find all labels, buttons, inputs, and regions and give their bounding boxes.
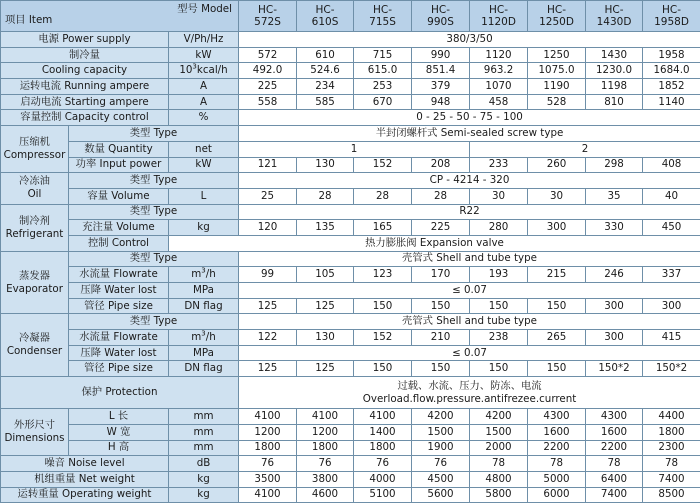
value-cell: 40 — [643, 188, 700, 204]
unit-cell: MPa — [169, 283, 239, 299]
row-label: 类型 Type — [69, 204, 239, 220]
value-cell: 150*2 — [586, 361, 643, 377]
table-row — [1, 141, 700, 157]
row-label: 容量 Volume — [69, 188, 169, 204]
value-cell: 35 — [586, 188, 643, 204]
value-cell: 1600 — [586, 424, 643, 440]
table-row — [1, 314, 700, 330]
unit-base: 10 — [179, 64, 192, 76]
value-cell: 408 — [643, 157, 700, 173]
value-cell: 130 — [297, 330, 354, 346]
value-span: 壳管式 Shell and tube type — [239, 314, 700, 330]
value-span: 过载、水流、压力、防冻、电流 Overload.flow.pressure.antifrezee.current — [239, 377, 700, 409]
value-cell: 7400 — [643, 471, 700, 487]
value-cell: 300 — [586, 330, 643, 346]
value-cell: 1198 — [586, 79, 643, 95]
value-cell: 76 — [297, 456, 354, 472]
value-cell: 225 — [412, 220, 470, 236]
value-cell: 2300 — [643, 440, 700, 456]
value-cell: 152 — [354, 157, 412, 173]
row-label: 压降 Water lost — [69, 283, 169, 299]
group-label: 外形尺寸 Dimensions — [1, 409, 69, 456]
value-cell: 150 — [412, 298, 470, 314]
unit-cell: kg — [169, 471, 239, 487]
value-cell: 76 — [354, 456, 412, 472]
table-row — [1, 157, 700, 173]
value-cell: 1600 — [528, 424, 586, 440]
value-cell: 1250 — [528, 47, 586, 63]
value-cell: 1500 — [412, 424, 470, 440]
row-label: 管径 Pipe size — [69, 298, 169, 314]
unit-cell: MPa — [169, 345, 239, 361]
value-cell: 233 — [470, 157, 528, 173]
value-cell: 208 — [412, 157, 470, 173]
table-row — [1, 204, 700, 220]
unit-cell — [169, 63, 239, 79]
table-row — [1, 424, 700, 440]
value-cell: 1140 — [643, 94, 700, 110]
value-cell: 76 — [412, 456, 470, 472]
value-cell: 28 — [412, 188, 470, 204]
value-cell: 1500 — [470, 424, 528, 440]
value-cell: 715 — [354, 47, 412, 63]
value-cell: 1120 — [470, 47, 528, 63]
group-label: 制冷剂 Refrigerant — [1, 204, 69, 251]
value-cell: 2200 — [528, 440, 586, 456]
unit-cell: % — [169, 110, 239, 126]
table-row — [1, 1, 700, 32]
value-cell: 1430 — [586, 47, 643, 63]
value-cell: 4100 — [239, 409, 297, 425]
group-label: 蒸发器 Evaporator — [1, 251, 69, 314]
value-cell: 234 — [297, 79, 354, 95]
row-label: 压降 Water lost — [69, 345, 169, 361]
unit-base: m — [191, 268, 201, 280]
value-cell: 558 — [239, 94, 297, 110]
table-row — [1, 456, 700, 472]
unit-cell: L — [169, 188, 239, 204]
value-cell: 1800 — [354, 440, 412, 456]
value-cell: 280 — [470, 220, 528, 236]
value-cell: 415 — [643, 330, 700, 346]
value-cell: 1852 — [643, 79, 700, 95]
value-cell: 76 — [239, 456, 297, 472]
value-cell: 1200 — [239, 424, 297, 440]
row-label: 充注量 Volume — [69, 220, 169, 236]
row-label: 数量 Quantity — [69, 141, 169, 157]
table-row — [1, 298, 700, 314]
value-span: 壳管式 Shell and tube type — [239, 251, 700, 267]
value-cell: 4100 — [297, 409, 354, 425]
unit-suffix: kcal/h — [197, 64, 228, 76]
value-cell: 610 — [297, 47, 354, 63]
value-cell: 170 — [412, 267, 470, 283]
row-label: H 高 — [69, 440, 169, 456]
value-cell: 125 — [239, 298, 297, 314]
value-cell: 1800 — [297, 440, 354, 456]
model-header: HC- 1120D — [470, 1, 528, 32]
value-cell: 150 — [354, 361, 412, 377]
value-cell: 1684.0 — [643, 63, 700, 79]
table-row — [1, 361, 700, 377]
value-cell: 1230.0 — [586, 63, 643, 79]
model-header: HC- 1430D — [586, 1, 643, 32]
value-cell: 4100 — [239, 487, 297, 503]
value-cell: 150 — [470, 298, 528, 314]
model-header: HC- 715S — [354, 1, 412, 32]
row-label: 容量控制 Capacity control — [1, 110, 169, 126]
value-span: 热力膨胀阀 Expansion valve — [169, 235, 700, 251]
group-label: 冷凝器 Condenser — [1, 314, 69, 377]
value-cell: 4300 — [586, 409, 643, 425]
value-cell: 150 — [528, 298, 586, 314]
table-row — [1, 188, 700, 204]
model-header-label: 型号 Model — [177, 4, 232, 15]
value-cell: 1900 — [412, 440, 470, 456]
model-header: HC- 572S — [239, 1, 297, 32]
table-row — [1, 110, 700, 126]
value-cell: 585 — [297, 94, 354, 110]
value-cell: 28 — [354, 188, 412, 204]
value-cell: 105 — [297, 267, 354, 283]
value-cell: 379 — [412, 79, 470, 95]
unit-cell: kg — [169, 220, 239, 236]
unit-cell: kW — [169, 47, 239, 63]
table-row — [1, 79, 700, 95]
unit-suffix: /h — [206, 268, 216, 280]
value-cell: 5800 — [470, 487, 528, 503]
value-cell: 78 — [470, 456, 528, 472]
value-cell: 851.4 — [412, 63, 470, 79]
value-cell: 492.0 — [239, 63, 297, 79]
value-cell: 8500 — [643, 487, 700, 503]
row-label: 运转重量 Operating weight — [1, 487, 169, 503]
table-row — [1, 471, 700, 487]
value-cell: 260 — [528, 157, 586, 173]
value-cell: 150*2 — [643, 361, 700, 377]
unit-cell: kW — [169, 157, 239, 173]
value-cell: 4200 — [412, 409, 470, 425]
value-cell: 2000 — [470, 440, 528, 456]
value-cell: 28 — [297, 188, 354, 204]
value-cell: 6000 — [528, 487, 586, 503]
row-label: 类型 Type — [69, 126, 239, 142]
value-span: ≤ 0.07 — [239, 283, 700, 299]
unit-cell: DN flag — [169, 361, 239, 377]
row-label: 类型 Type — [69, 173, 239, 189]
value-cell: 78 — [528, 456, 586, 472]
value-cell: 123 — [354, 267, 412, 283]
value-cell: 4000 — [354, 471, 412, 487]
value-cell: 135 — [297, 220, 354, 236]
value-cell: 122 — [239, 330, 297, 346]
value-cell: 810 — [586, 94, 643, 110]
unit-cell — [169, 330, 239, 346]
value-cell: 450 — [643, 220, 700, 236]
row-label: 水流量 Flowrate — [69, 267, 169, 283]
value-cell: 121 — [239, 157, 297, 173]
table-row — [1, 487, 700, 503]
unit-cell: DN flag — [169, 298, 239, 314]
value-cell: 4200 — [470, 409, 528, 425]
value-cell: 246 — [586, 267, 643, 283]
value-cell: 528 — [528, 94, 586, 110]
group-label: 冷冻油 Oil — [1, 173, 69, 204]
header-corner — [1, 1, 239, 32]
value-cell: 4500 — [412, 471, 470, 487]
value-cell: 300 — [586, 298, 643, 314]
value-cell: 130 — [297, 157, 354, 173]
model-header: HC- 1958D — [643, 1, 700, 32]
value-cell: 1800 — [643, 424, 700, 440]
value-cell: 30 — [528, 188, 586, 204]
value-cell: 125 — [297, 298, 354, 314]
unit-superscript: 3 — [201, 267, 205, 275]
row-label: 控制 Control — [69, 235, 169, 251]
unit-cell: dB — [169, 456, 239, 472]
table-row — [1, 220, 700, 236]
table-row — [1, 409, 700, 425]
value-span: 半封闭螺杆式 Semi-sealed screw type — [239, 126, 700, 142]
value-cell: 458 — [470, 94, 528, 110]
value-cell: 4600 — [297, 487, 354, 503]
row-label: 功率 Input power — [69, 157, 169, 173]
row-label: 启动电流 Starting ampere — [1, 94, 169, 110]
value-cell: 1800 — [239, 440, 297, 456]
value-cell: 120 — [239, 220, 297, 236]
row-label: 噪音 Noise level — [1, 456, 169, 472]
value-cell: 6400 — [586, 471, 643, 487]
value-cell: 670 — [354, 94, 412, 110]
unit-cell: A — [169, 79, 239, 95]
value-cell: 1200 — [297, 424, 354, 440]
value-cell: 253 — [354, 79, 412, 95]
table-row — [1, 173, 700, 189]
value-cell: 1958 — [643, 47, 700, 63]
value-cell: 152 — [354, 330, 412, 346]
value-cell: 193 — [470, 267, 528, 283]
value-cell: 524.6 — [297, 63, 354, 79]
table-row — [1, 345, 700, 361]
value-cell: 300 — [528, 220, 586, 236]
row-label: L 长 — [69, 409, 169, 425]
value-cell: 165 — [354, 220, 412, 236]
value-cell: 3500 — [239, 471, 297, 487]
value-span: 0 - 25 - 50 - 75 - 100 — [239, 110, 700, 126]
value-cell: 990 — [412, 47, 470, 63]
row-label: 管径 Pipe size — [69, 361, 169, 377]
value-cell: 215 — [528, 267, 586, 283]
unit-cell: mm — [169, 440, 239, 456]
value-cell: 4300 — [528, 409, 586, 425]
value-span: 1 — [239, 141, 470, 157]
row-label: 类型 Type — [69, 251, 239, 267]
table-row — [1, 283, 700, 299]
value-cell: 150 — [528, 361, 586, 377]
value-cell: 265 — [528, 330, 586, 346]
model-header: HC- 990S — [412, 1, 470, 32]
model-header: HC- 610S — [297, 1, 354, 32]
unit-superscript: 3 — [192, 63, 196, 71]
table-row — [1, 32, 700, 48]
value-cell: 5000 — [528, 471, 586, 487]
value-cell: 150 — [354, 298, 412, 314]
value-cell: 78 — [586, 456, 643, 472]
unit-superscript: 3 — [201, 330, 205, 338]
value-cell: 125 — [297, 361, 354, 377]
value-span: 380/3/50 — [239, 32, 700, 48]
row-label: W 宽 — [69, 424, 169, 440]
value-cell: 4400 — [643, 409, 700, 425]
value-cell: 30 — [470, 188, 528, 204]
table-row — [1, 126, 700, 142]
table-row — [1, 377, 700, 409]
unit-cell: A — [169, 94, 239, 110]
value-cell: 1070 — [470, 79, 528, 95]
table-row — [1, 235, 700, 251]
unit-base: m — [191, 331, 201, 343]
value-cell: 4100 — [354, 409, 412, 425]
value-cell: 5100 — [354, 487, 412, 503]
value-span: ≤ 0.07 — [239, 345, 700, 361]
table-row — [1, 267, 700, 283]
value-cell: 99 — [239, 267, 297, 283]
table-row — [1, 47, 700, 63]
value-cell: 225 — [239, 79, 297, 95]
value-cell: 298 — [586, 157, 643, 173]
value-cell: 963.2 — [470, 63, 528, 79]
value-cell: 300 — [643, 298, 700, 314]
unit-cell: kg — [169, 487, 239, 503]
value-cell: 337 — [643, 267, 700, 283]
row-label: 制冷量 — [1, 47, 169, 63]
table-row — [1, 251, 700, 267]
row-label: 电源 Power supply — [1, 32, 169, 48]
table-row — [1, 94, 700, 110]
value-cell: 78 — [643, 456, 700, 472]
value-cell: 572 — [239, 47, 297, 63]
unit-cell: mm — [169, 409, 239, 425]
model-header: HC- 1250D — [528, 1, 586, 32]
value-cell: 4800 — [470, 471, 528, 487]
value-cell: 3800 — [297, 471, 354, 487]
value-cell: 150 — [470, 361, 528, 377]
unit-cell: mm — [169, 424, 239, 440]
value-cell: 210 — [412, 330, 470, 346]
value-cell: 1075.0 — [528, 63, 586, 79]
unit-cell — [169, 267, 239, 283]
group-label: 压缩机 Compressor — [1, 126, 69, 173]
row-label: Cooling capacity — [1, 63, 169, 79]
row-label: 保护 Protection — [1, 377, 239, 409]
value-cell: 150 — [412, 361, 470, 377]
table-row — [1, 63, 700, 79]
unit-cell: V/Ph/Hz — [169, 32, 239, 48]
value-cell: 1190 — [528, 79, 586, 95]
table-row — [1, 330, 700, 346]
value-span: R22 — [239, 204, 700, 220]
value-cell: 1400 — [354, 424, 412, 440]
value-cell: 948 — [412, 94, 470, 110]
value-cell: 330 — [586, 220, 643, 236]
value-span: CP - 4214 - 320 — [239, 173, 700, 189]
value-cell: 2200 — [586, 440, 643, 456]
value-cell: 5600 — [412, 487, 470, 503]
value-cell: 125 — [239, 361, 297, 377]
unit-suffix: /h — [206, 331, 216, 343]
row-label: 机组重量 Net weight — [1, 471, 169, 487]
item-header-label: 项目 Item — [5, 15, 52, 26]
table-row — [1, 440, 700, 456]
value-span: 2 — [470, 141, 700, 157]
row-label: 类型 Type — [69, 314, 239, 330]
value-cell: 25 — [239, 188, 297, 204]
row-label: 运转电流 Running ampere — [1, 79, 169, 95]
value-cell: 238 — [470, 330, 528, 346]
row-label: 水流量 Flowrate — [69, 330, 169, 346]
unit-cell: net — [169, 141, 239, 157]
value-cell: 7400 — [586, 487, 643, 503]
value-cell: 615.0 — [354, 63, 412, 79]
